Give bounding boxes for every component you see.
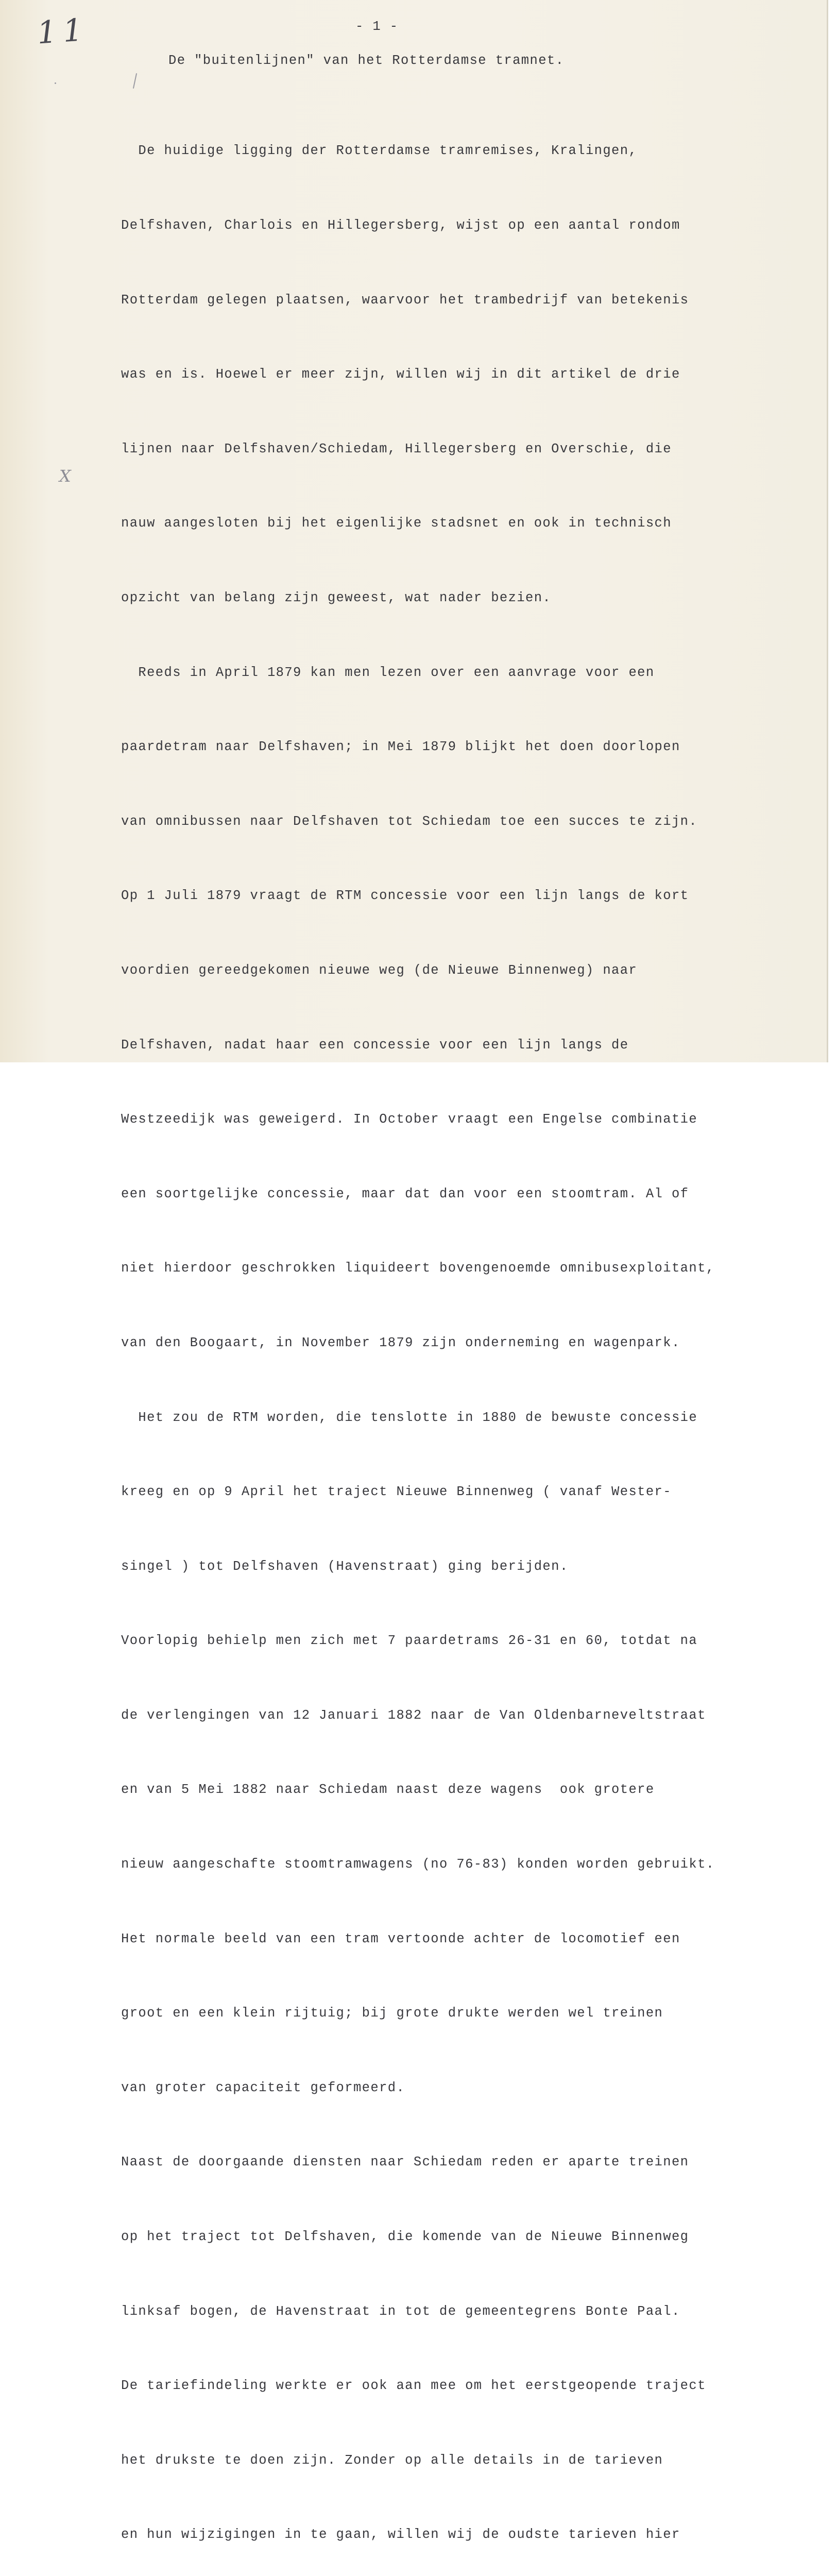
text-line: Voorlopig behielp men zich met 7 paardetrams 26-31 en 60, totdat na xyxy=(121,1633,698,1649)
text-line: paardetram naar Delfshaven; in Mei 1879 blijkt het doen doorlopen xyxy=(121,739,680,755)
text-line: was en is. Hoewel er meer zijn, willen wij in dit artikel de drie xyxy=(121,367,680,382)
text-line: Rotterdam gelegen plaatsen, waarvoor het trambedrijf van betekenis xyxy=(121,292,689,308)
text-line: Westzeedijk was geweigerd. In October vraagt een Engelse combinatie xyxy=(121,1112,698,1127)
text-line: Naast de doorgaande diensten naar Schiedam reden er aparte treinen xyxy=(121,2155,689,2170)
text-line: Delfshaven, Charlois en Hillegersberg, wijst op een aantal rondom xyxy=(121,218,680,233)
handwritten-page-mark: 11 xyxy=(36,11,90,52)
text-line: Reeds in April 1879 kan men lezen over een aanvrage voor een xyxy=(121,665,655,680)
text-line: de verlengingen van 12 Januari 1882 naar de Van Oldenbarneveltstraat xyxy=(121,1707,706,1723)
text-line: niet hierdoor geschrokken liquideert bovengenoemde omnibusexploitant, xyxy=(121,1261,715,1276)
text-line: linksaf bogen, de Havenstraat in tot de gemeentegrens Bonte Paal. xyxy=(121,2303,680,2319)
text-line: van den Boogaart, in November 1879 zijn onderneming en wagenpark. xyxy=(121,1335,680,1350)
document-title: De "buitenlijnen" van het Rotterdamse tramnet. xyxy=(168,53,565,68)
text-line: kreeg en op 9 April het traject Nieuwe Binnenweg ( vanaf Wester- xyxy=(121,1484,672,1500)
text-line: van groter capaciteit geformeerd. xyxy=(121,2080,405,2095)
pencil-dot-mark xyxy=(55,82,56,84)
text-line: groot en een klein rijtuig; bij grote drukte werden wel treinen xyxy=(121,2006,663,2021)
text-line: en van 5 Mei 1882 naar Schiedam naast deze wagens ook grotere xyxy=(121,1782,655,1798)
text-line: het drukste te doen zijn. Zonder op alle details in de tarieven xyxy=(121,2452,663,2468)
body-text xyxy=(121,89,714,2576)
text-line: Op 1 Juli 1879 vraagt de RTM concessie voor een lijn langs de kort xyxy=(121,888,689,904)
text-line: van omnibussen naar Delfshaven tot Schiedam toe een succes te zijn. xyxy=(121,814,698,829)
text-line: een soortgelijke concessie, maar dat dan voor een stoomtram. Al of xyxy=(121,1186,689,1201)
text-line: en hun wijzigingen in te gaan, willen wij de oudste tarieven hier xyxy=(121,2527,680,2543)
text-line: De tariefindeling werkte er ook aan mee om het eerstgeopende traject xyxy=(121,2378,706,2394)
text-line: op het traject tot Delfshaven, die komende van de Nieuwe Binnenweg xyxy=(121,2229,689,2245)
handwritten-margin-cross: X xyxy=(59,466,71,486)
text-line: nieuw aangeschafte stoomtramwagens (no 76-83) konden worden gebruikt. xyxy=(121,1857,715,1872)
text-line: De huidige ligging der Rotterdamse tramremises, Kralingen, xyxy=(121,143,638,159)
page-number: - 1 - xyxy=(355,19,399,34)
text-line: voordien gereedgekomen nieuwe weg (de Nieuwe Binnenweg) naar xyxy=(121,962,638,978)
text-line: Het zou de RTM worden, die tenslotte in 1880 de bewuste concessie xyxy=(121,1410,698,1425)
pencil-tick-mark xyxy=(133,73,137,89)
text-line: lijnen naar Delfshaven/Schiedam, Hillegersberg en Overschie, die xyxy=(121,441,672,456)
text-line: singel ) tot Delfshaven (Havenstraat) ging berijden. xyxy=(121,1558,569,1574)
text-line: Het normale beeld van een tram vertoonde achter de locomotief een xyxy=(121,1931,680,1946)
text-line: Delfshaven, nadat haar een concessie voor een lijn langs de xyxy=(121,1037,629,1053)
page-edge xyxy=(827,0,828,1062)
text-line: nauw aangesloten bij het eigenlijke stadsnet en ook in technisch xyxy=(121,516,672,531)
text-line: opzicht van belang zijn geweest, wat nader bezien. xyxy=(121,590,552,605)
